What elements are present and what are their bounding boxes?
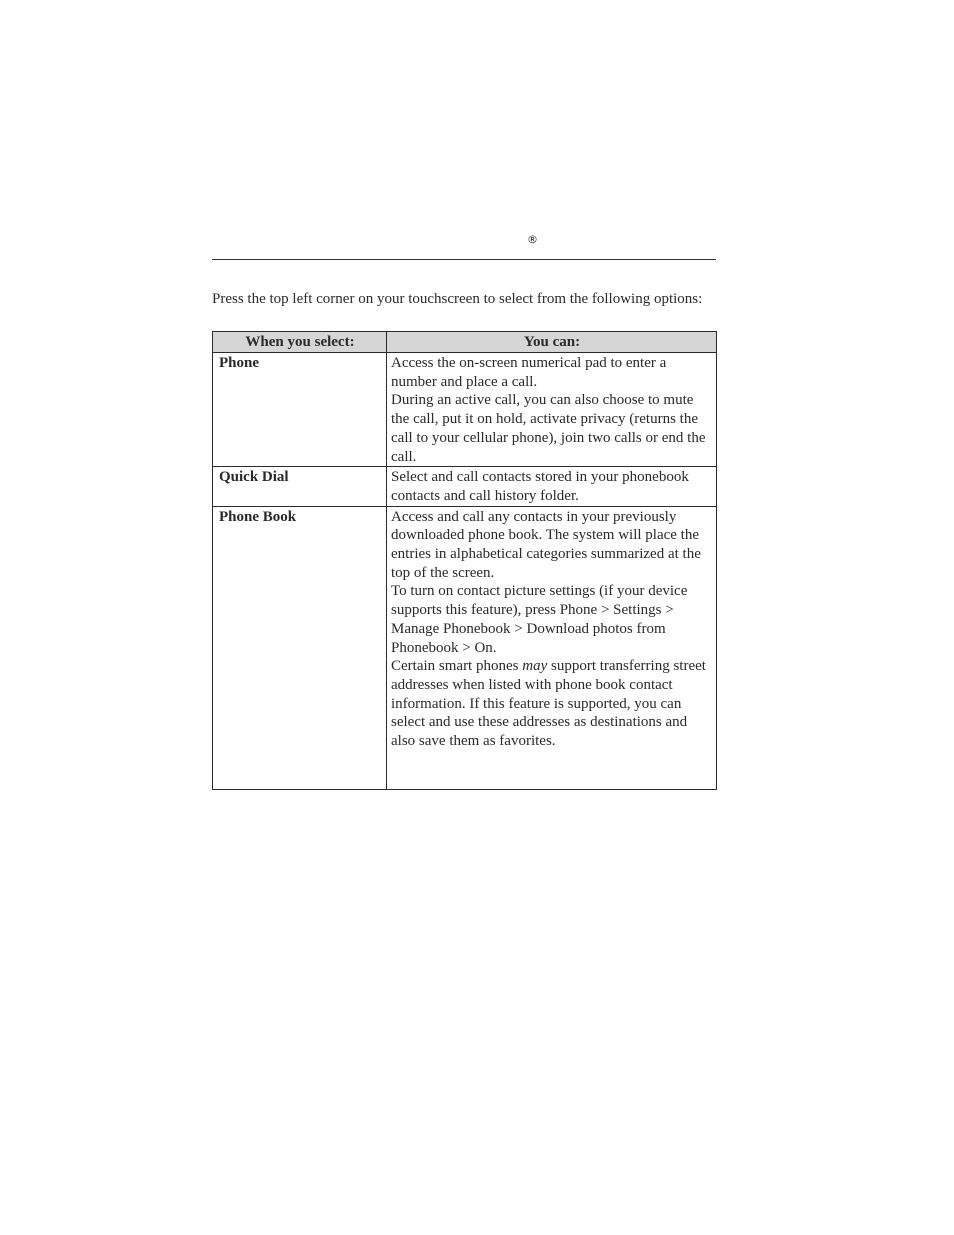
emphasis-text: may bbox=[522, 658, 548, 675]
description-paragraph: During an active call, you can also choose to mute the call, put it on hold, activate privacy (returns the call to your cellular phone), join two calls or end the call. bbox=[391, 392, 706, 465]
option-description-phone bbox=[387, 353, 717, 467]
description-paragraph: To turn on contact picture settings (if your device supports this feature), press Phone > Settings > Manage Phonebook > Download photos from Phonebook > On. bbox=[391, 583, 688, 656]
table-header-row bbox=[213, 332, 717, 353]
option-name-quick-dial: Quick Dial bbox=[213, 467, 387, 506]
description-paragraph: Access the on-screen numerical pad to enter a number and place a call. bbox=[391, 355, 667, 390]
table-row bbox=[213, 506, 717, 789]
table-row bbox=[213, 353, 717, 467]
column-header-when-you-select: When you select: bbox=[213, 332, 387, 353]
table-row bbox=[213, 467, 717, 506]
column-header-you-can: You can: bbox=[387, 332, 717, 353]
text-segment: support transferring street addresses when listed with phone book contact information. If this feature is supported, you can select and use these addresses as destinations and also save them as favorites. bbox=[391, 658, 706, 750]
option-name-phone-book: Phone Book bbox=[213, 506, 387, 789]
options-table bbox=[212, 331, 717, 790]
option-description-quick-dial bbox=[387, 467, 717, 506]
header-rule bbox=[212, 259, 716, 260]
option-name-phone: Phone bbox=[213, 353, 387, 467]
intro-paragraph: Press the top left corner on your touchscreen to select from the following options: bbox=[212, 291, 703, 307]
registered-trademark-mark: ® bbox=[527, 233, 538, 246]
text-segment: Certain smart phones bbox=[391, 658, 523, 675]
description-paragraph: Access and call any contacts in your previously downloaded phone book. The system will place the entries in alphabetical categories summarized at the top of the screen. bbox=[391, 508, 701, 581]
description-paragraph: Select and call contacts stored in your phonebook contacts and call history folder. bbox=[391, 469, 689, 504]
description-paragraph bbox=[391, 657, 712, 751]
option-description-phone-book bbox=[387, 506, 717, 789]
